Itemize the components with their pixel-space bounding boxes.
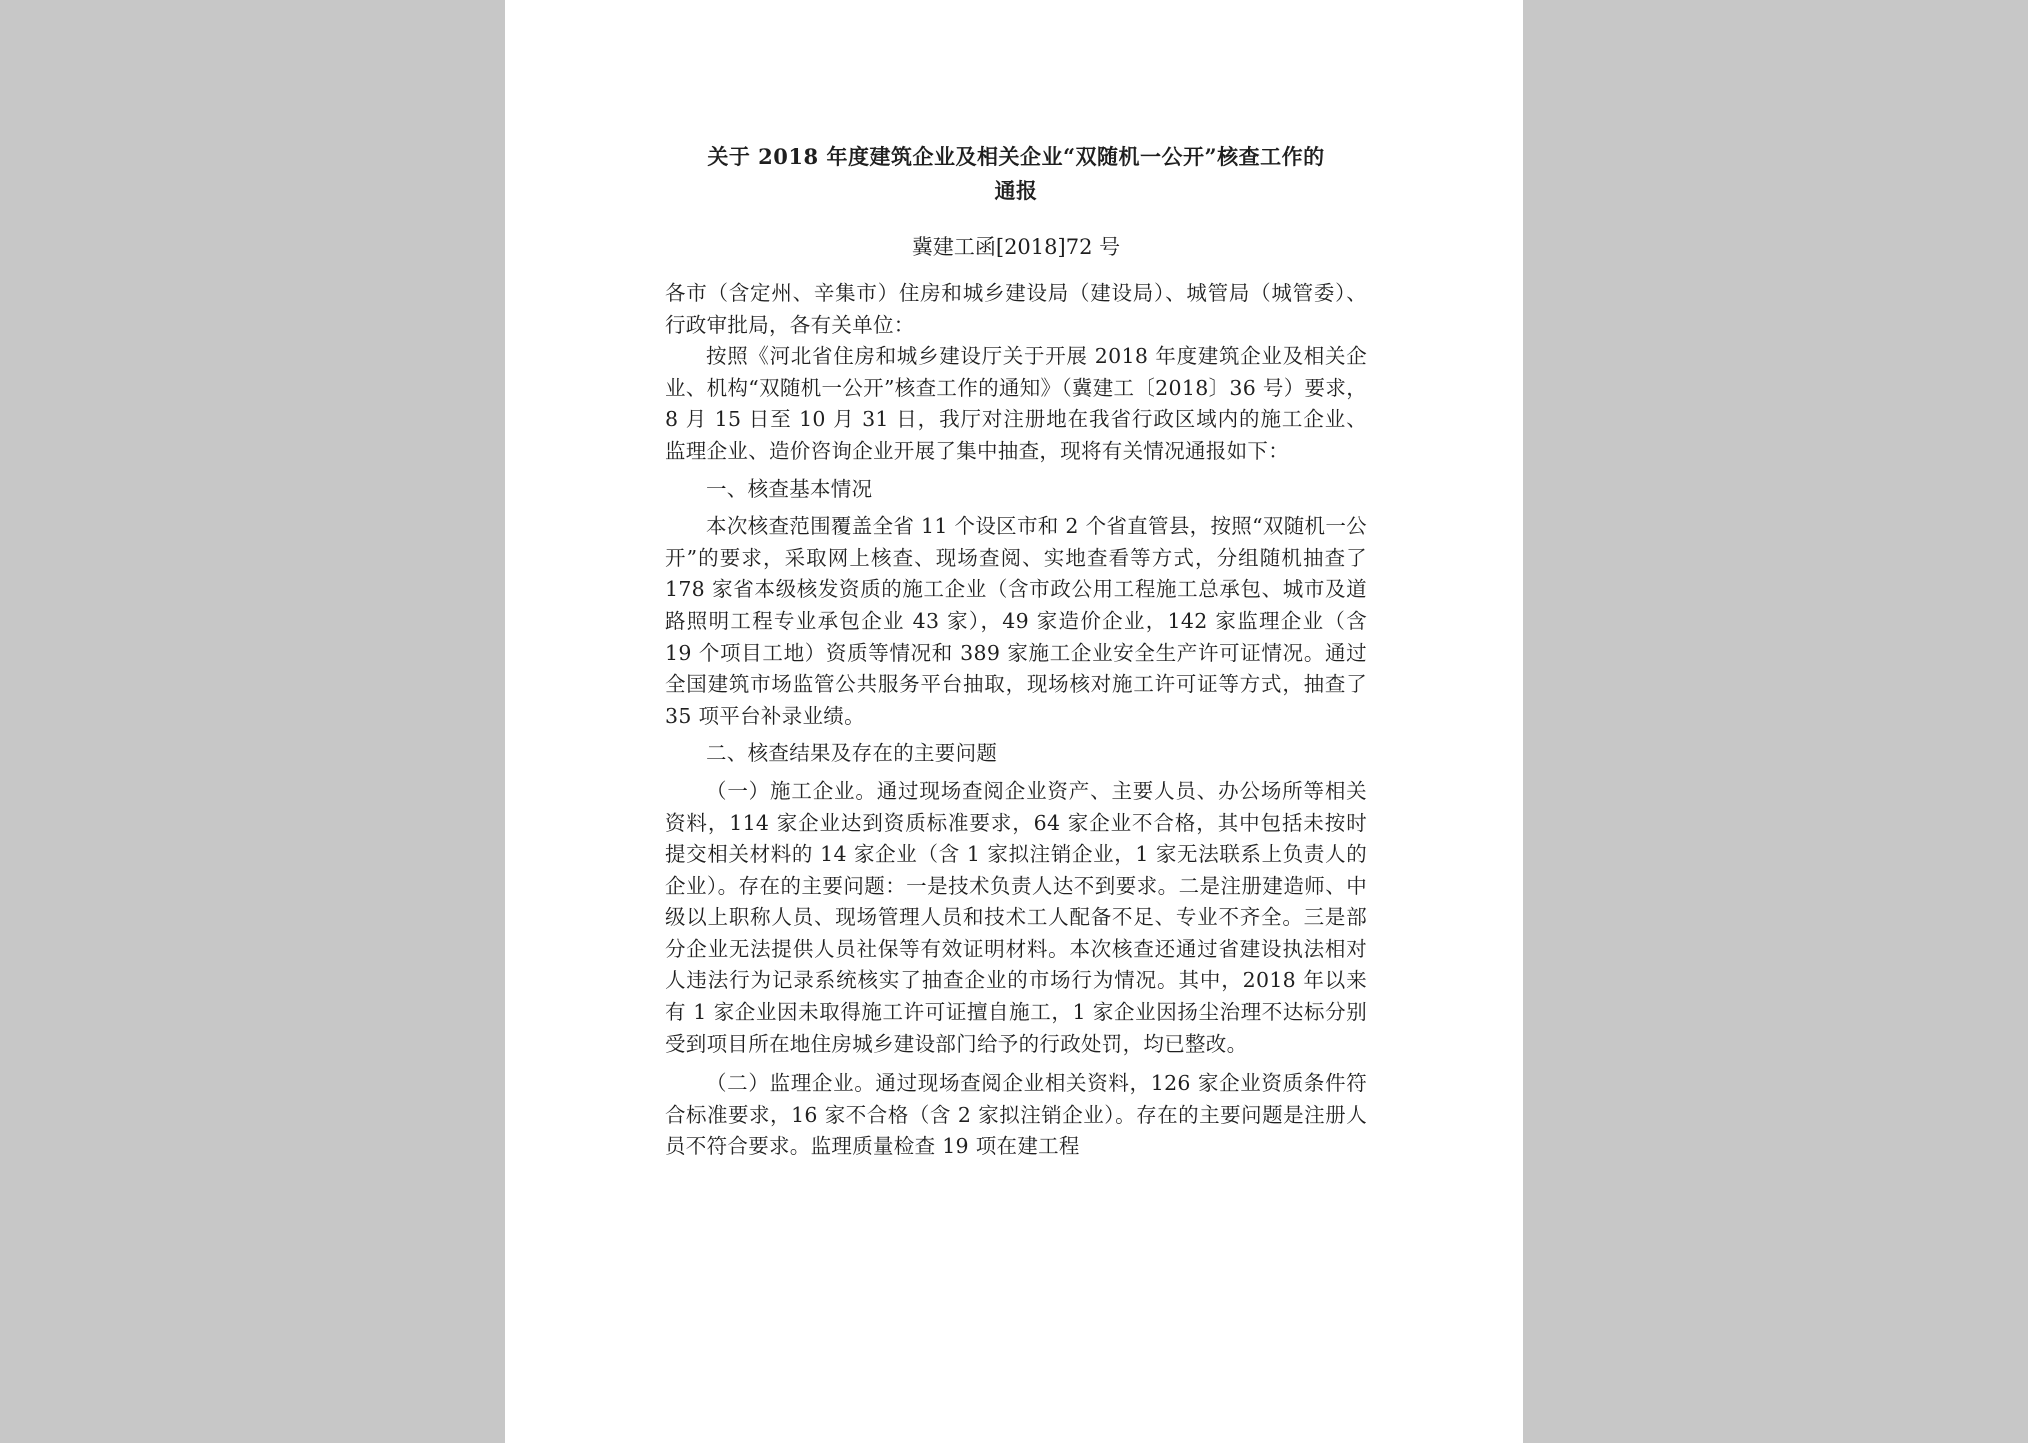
document-body <box>665 140 1367 1163</box>
section2-part2-paragraph: （二）监理企业。通过现场查阅企业相关资料，126 家企业资质条件符合标准要求，16 家不合格（含 2 家拟注销企业）。存在的主要问题是注册人员不符合要求。监理质量检查 19 项在建工程 <box>665 1071 1367 1159</box>
section2-part1-paragraph: （一）施工企业。通过现场查阅企业资产、主要人员、办公场所等相关资料，114 家企业达到资质标准要求，64 家企业不合格，其中包括未按时提交相关材料的 14 家企业（含 1 家拟注销企业，1 家无法联系上负责人的企业）。存在的主要问题：一是技术负责人达不到要求。二是注册建造师、中级以上职称人员、现场管理人员和技术工人配备不足、专业不齐全。三是部分企业无法提供人员社保等有效证明材料。本次核查还通过省建设执法相对人违法行为记录系统核实了抽查企业的市场行为情况。其中，2018 年以来有 1 家企业因未取得施工许可证擅自施工，1 家企业因扬尘治理不达标分别受到项目所在地住房城乡建设部门给予的行政处罚，均已整改。 <box>665 778 1367 1056</box>
intro-paragraph: 按照《河北省住房和城乡建设厅关于开展 2018 年度建筑企业及相关企业、机构“双随机一公开”核查工作的通知》（冀建工〔2018〕36 号）要求，8 月 15 日至 10 月 31 日，我厅对注册地在我省行政区域内的施工企业、监理企业、造价咨询企业开展了集中抽查，现将有关情况通报如下： <box>665 344 1367 463</box>
salutation: 各市（含定州、辛集市）住房和城乡建设局（建设局）、城管局（城管委）、行政审批局，各有关单位： <box>665 281 1367 337</box>
section1-heading: 一、核查基本情况 <box>706 476 873 501</box>
section1-paragraph: 本次核查范围覆盖全省 11 个设区市和 2 个省直管县，按照“双随机一公开”的要求，采取网上核查、现场查阅、实地查看等方式，分组随机抽查了 178 家省本级核发资质的施工企业（含市政公用工程施工总承包、城市及道路照明工程专业承包企业 43 家），49 家造价企业，142 家监理企业（含 19 个项目工地）资质等情况和 389 家施工企业安全生产许可证情况。通过全国建筑市场监管公共服务平台抽取，现场核对施工许可证等方式，抽查了 35 项平台补录业绩。 <box>665 514 1367 728</box>
document-page <box>505 0 1523 1443</box>
document-number: 冀建工函[2018]72 号 <box>911 235 1121 259</box>
section2-heading: 二、核查结果及存在的主要问题 <box>706 741 998 766</box>
document-title <box>665 140 1367 208</box>
document-title-line1: 关于 2018 年度建筑企业及相关企业“双随机一公开”核查工作的 <box>707 144 1325 169</box>
document-title-line2: 通报 <box>994 178 1038 203</box>
